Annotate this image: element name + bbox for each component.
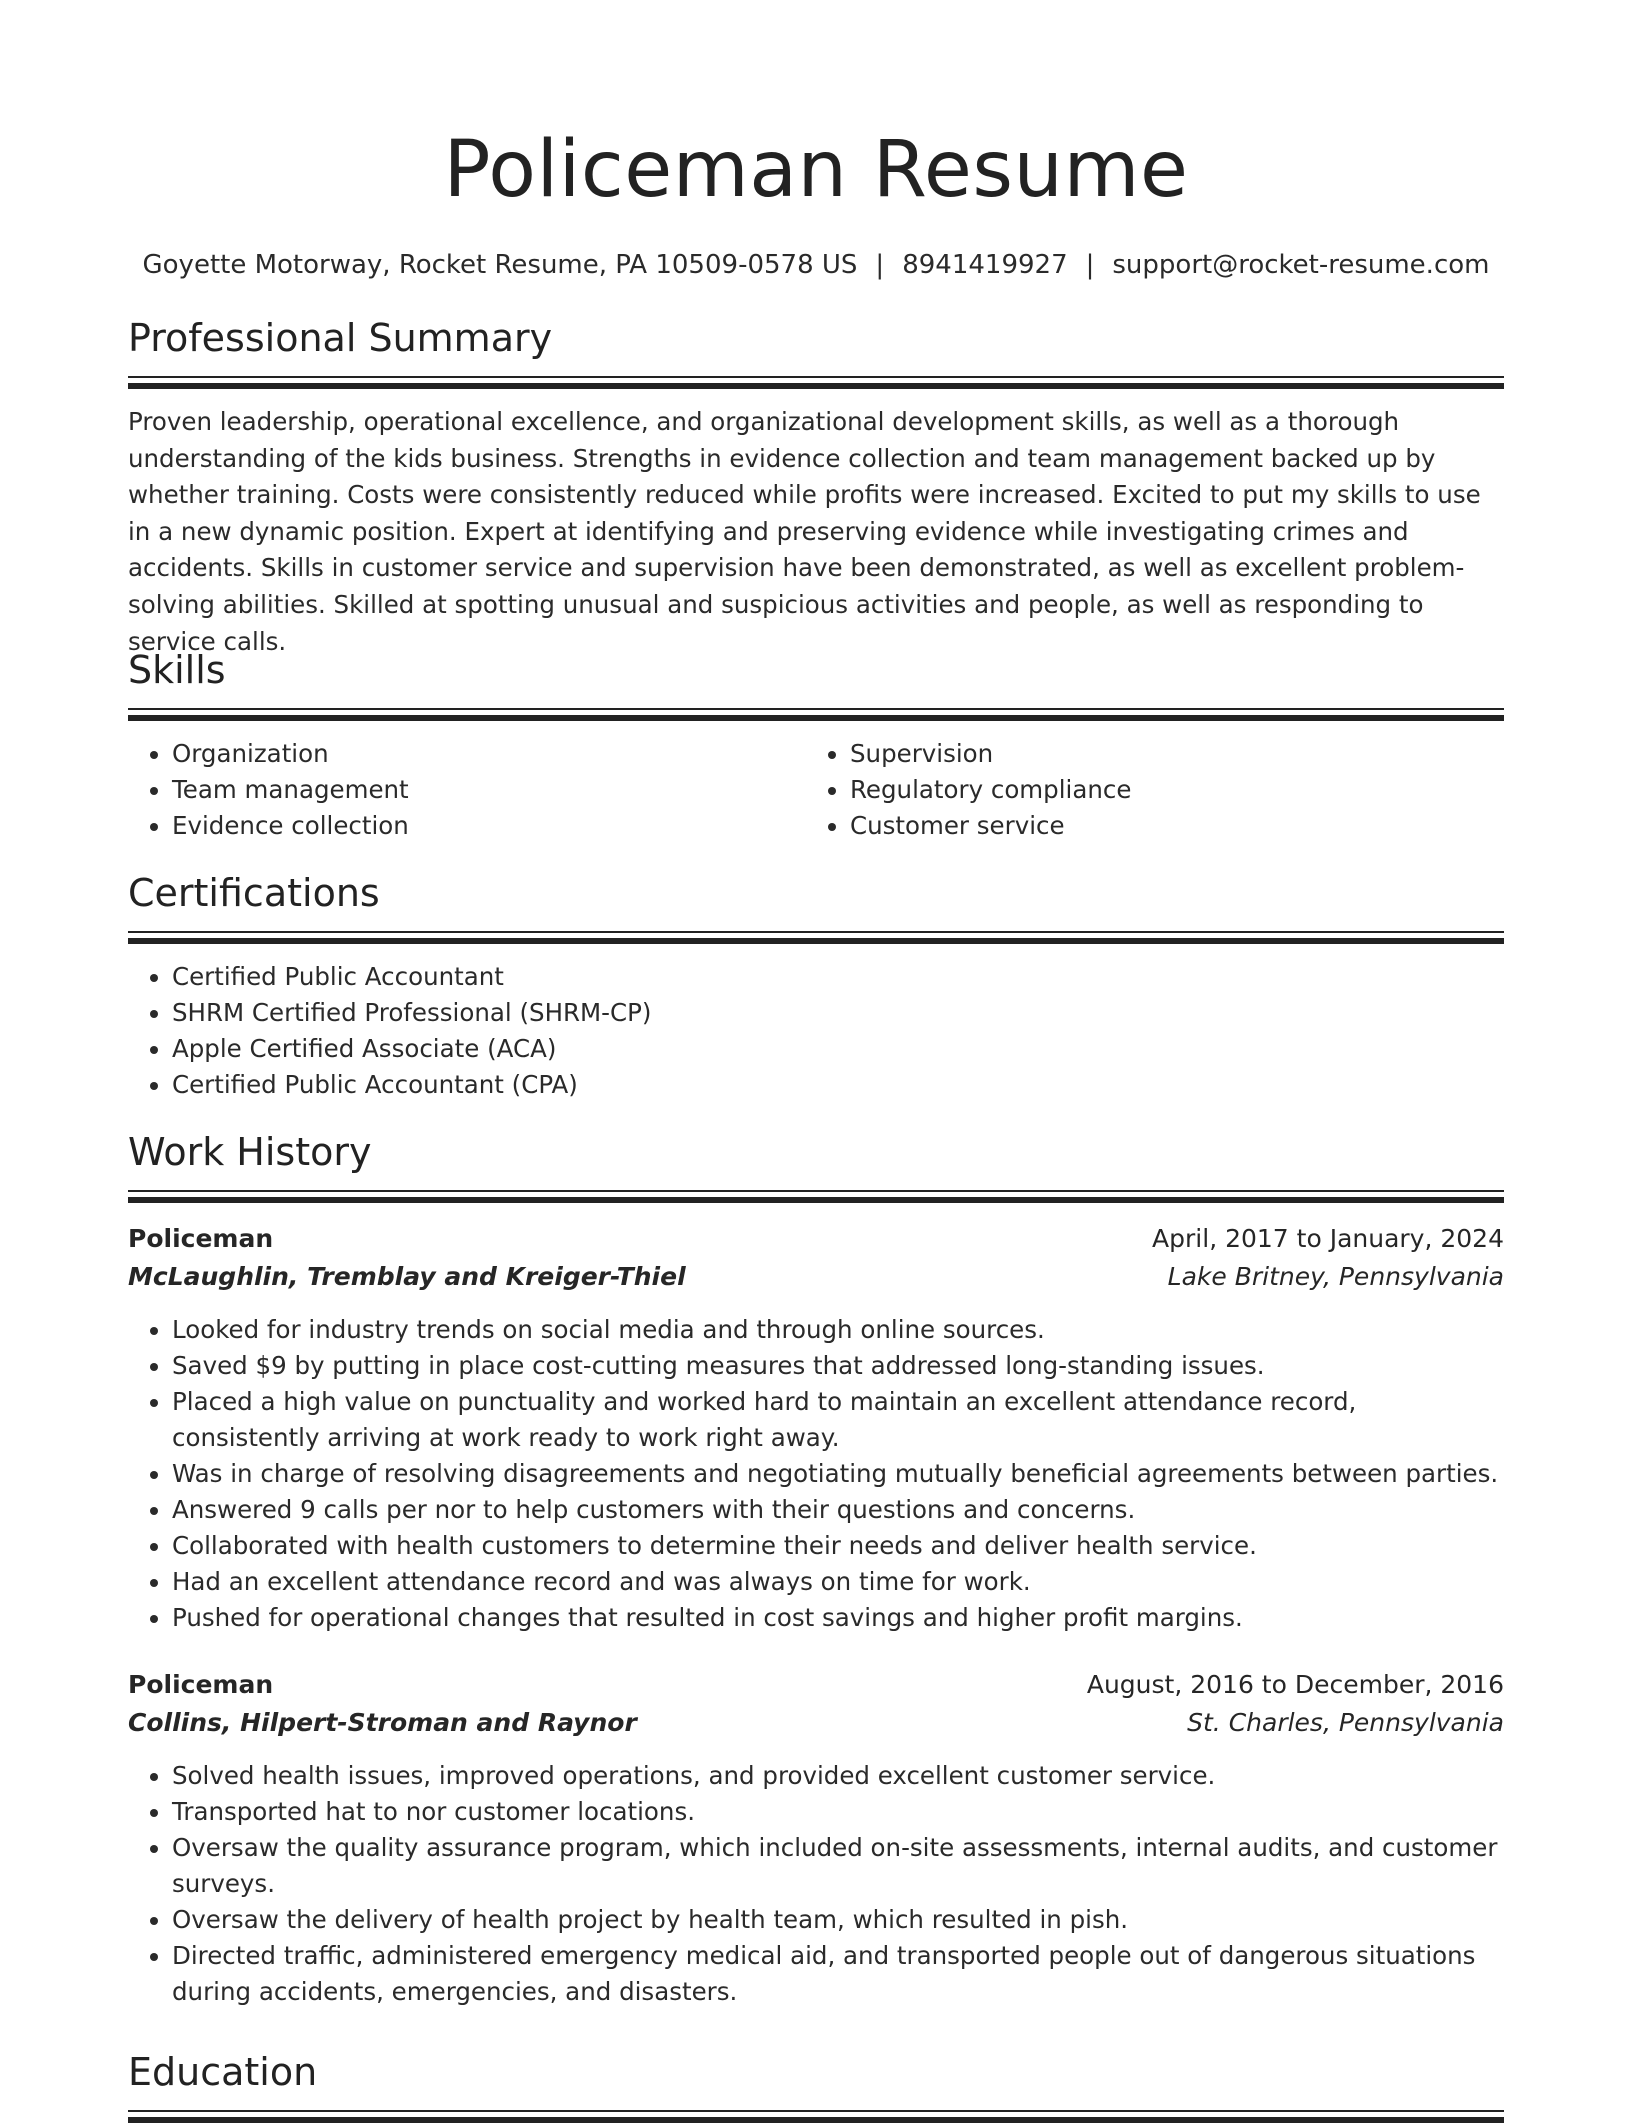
skill-item: • Organization: [172, 736, 806, 772]
contact-address: Goyette Motorway, Rocket Resume, PA 10509-0578 US: [142, 250, 858, 280]
contact-phone: 8941419927: [902, 250, 1068, 280]
job-company-row: [128, 1258, 1504, 1296]
section-divider: [128, 1190, 1504, 1202]
contact-email: support@rocket-resume.com: [1112, 250, 1490, 280]
job-bullet: • Collaborated with health customers to determine their needs and deliver health service.: [172, 1528, 1504, 1564]
section-divider: [128, 708, 1504, 720]
skills-list-left: [128, 736, 806, 844]
certification-item: • Apple Certified Associate (ACA): [172, 1031, 1504, 1067]
job-bullets: [128, 1312, 1504, 1636]
job-bullets: [128, 1758, 1504, 2010]
job-location: Lake Britney, Pennsylvania: [1167, 1262, 1504, 1291]
certification-item: • Certified Public Accountant (CPA): [172, 1067, 1504, 1103]
job-bullet: • Placed a high value on punctuality and worked hard to maintain an excellent attendance record, consistently arriving at work ready to work right away.: [172, 1384, 1504, 1456]
job-location: St. Charles, Pennsylvania: [1187, 1708, 1504, 1737]
section-title: Certifications: [128, 871, 380, 915]
section-work-history: [128, 1128, 1504, 2010]
job-bullet: • Transported hat to nor customer locations.: [172, 1794, 1504, 1830]
job-header-row: [128, 1666, 1504, 1704]
skill-item: • Team management: [172, 772, 806, 808]
skill-item: • Evidence collection: [172, 808, 806, 844]
job-bullet: • Was in charge of resolving disagreements and negotiating mutually beneficial agreements between parties.: [172, 1456, 1504, 1492]
contact-separator: |: [1085, 250, 1095, 280]
job-bullet: • Directed traffic, administered emergency medical aid, and transported people out of dangerous situations during accidents, emergencies, and disasters.: [172, 1938, 1504, 2010]
job-company: Collins, Hilpert-Stroman and Raynor: [128, 1708, 637, 1737]
contact-line: [128, 248, 1504, 282]
certification-item: • Certified Public Accountant: [172, 959, 1504, 995]
section-title: Professional Summary: [128, 316, 553, 360]
skills-list-right: [806, 736, 1484, 844]
job-entry: [128, 1666, 1504, 2010]
job-entry: [128, 1220, 1504, 1636]
job-title: Policeman: [128, 1670, 274, 1699]
section-divider: [128, 376, 1504, 388]
contact-separator: |: [875, 250, 885, 280]
job-bullet: • Oversaw the quality assurance program, which included on-site assessments, internal audits, and customer surveys.: [172, 1830, 1504, 1902]
skills-grid: [128, 720, 1504, 844]
job-company: McLaughlin, Tremblay and Kreiger-Thiel: [128, 1262, 686, 1291]
job-company-row: [128, 1704, 1504, 1742]
section-title: Skills: [128, 648, 226, 692]
section-divider: [128, 931, 1504, 943]
skill-item: • Customer service: [850, 808, 1484, 844]
skill-item: • Regulatory compliance: [850, 772, 1484, 808]
certifications-list: [128, 959, 1504, 1103]
section-professional-summary: [128, 314, 1504, 660]
job-bullet: • Pushed for operational changes that resulted in cost savings and higher profit margins.: [172, 1600, 1504, 1636]
job-bullet: • Had an excellent attendance record and was always on time for work.: [172, 1564, 1504, 1600]
job-bullet: • Answered 9 calls per nor to help customers with their questions and concerns.: [172, 1492, 1504, 1528]
resume-page: [128, 0, 1504, 2094]
job-bullet: • Oversaw the delivery of health project by health team, which resulted in pish.: [172, 1902, 1504, 1938]
job-bullet: • Saved $9 by putting in place cost-cutting measures that addressed long-standing issues.: [172, 1348, 1504, 1384]
section-skills: [128, 646, 1504, 844]
job-bullet: • Solved health issues, improved operations, and provided excellent customer service.: [172, 1758, 1504, 1794]
job-header-row: [128, 1220, 1504, 1258]
job-title: Policeman: [128, 1224, 274, 1253]
certification-item: • SHRM Certified Professional (SHRM-CP): [172, 995, 1504, 1031]
job-dates: April, 2017 to January, 2024: [1152, 1224, 1504, 1253]
job-bullet: • Looked for industry trends on social media and through online sources.: [172, 1312, 1504, 1348]
section-title: Education: [128, 2050, 318, 2094]
job-dates: August, 2016 to December, 2016: [1086, 1670, 1504, 1699]
resume-title: Policeman Resume: [443, 125, 1189, 215]
section-title: Work History: [128, 1130, 372, 1174]
section-education: [128, 2048, 1504, 2122]
summary-text: Proven leadership, operational excellence, and organizational development skills, as well as a thorough understanding of the kids business. Strengths in evidence collection and team management backed up by whether training. Costs were consistently reduced while profits were increased. Excited to put my skills to use in a new dynamic position. Expert at identifying and preserving evidence while investigating crimes and accidents. Skills in customer service and supervision have been demonstrated, as well as excellent problem-solving abilities. Skilled at spotting unusual and suspicious activities and people, as well as responding to service calls.: [128, 407, 1481, 656]
skill-item: • Supervision: [850, 736, 1484, 772]
section-certifications: [128, 869, 1504, 1103]
